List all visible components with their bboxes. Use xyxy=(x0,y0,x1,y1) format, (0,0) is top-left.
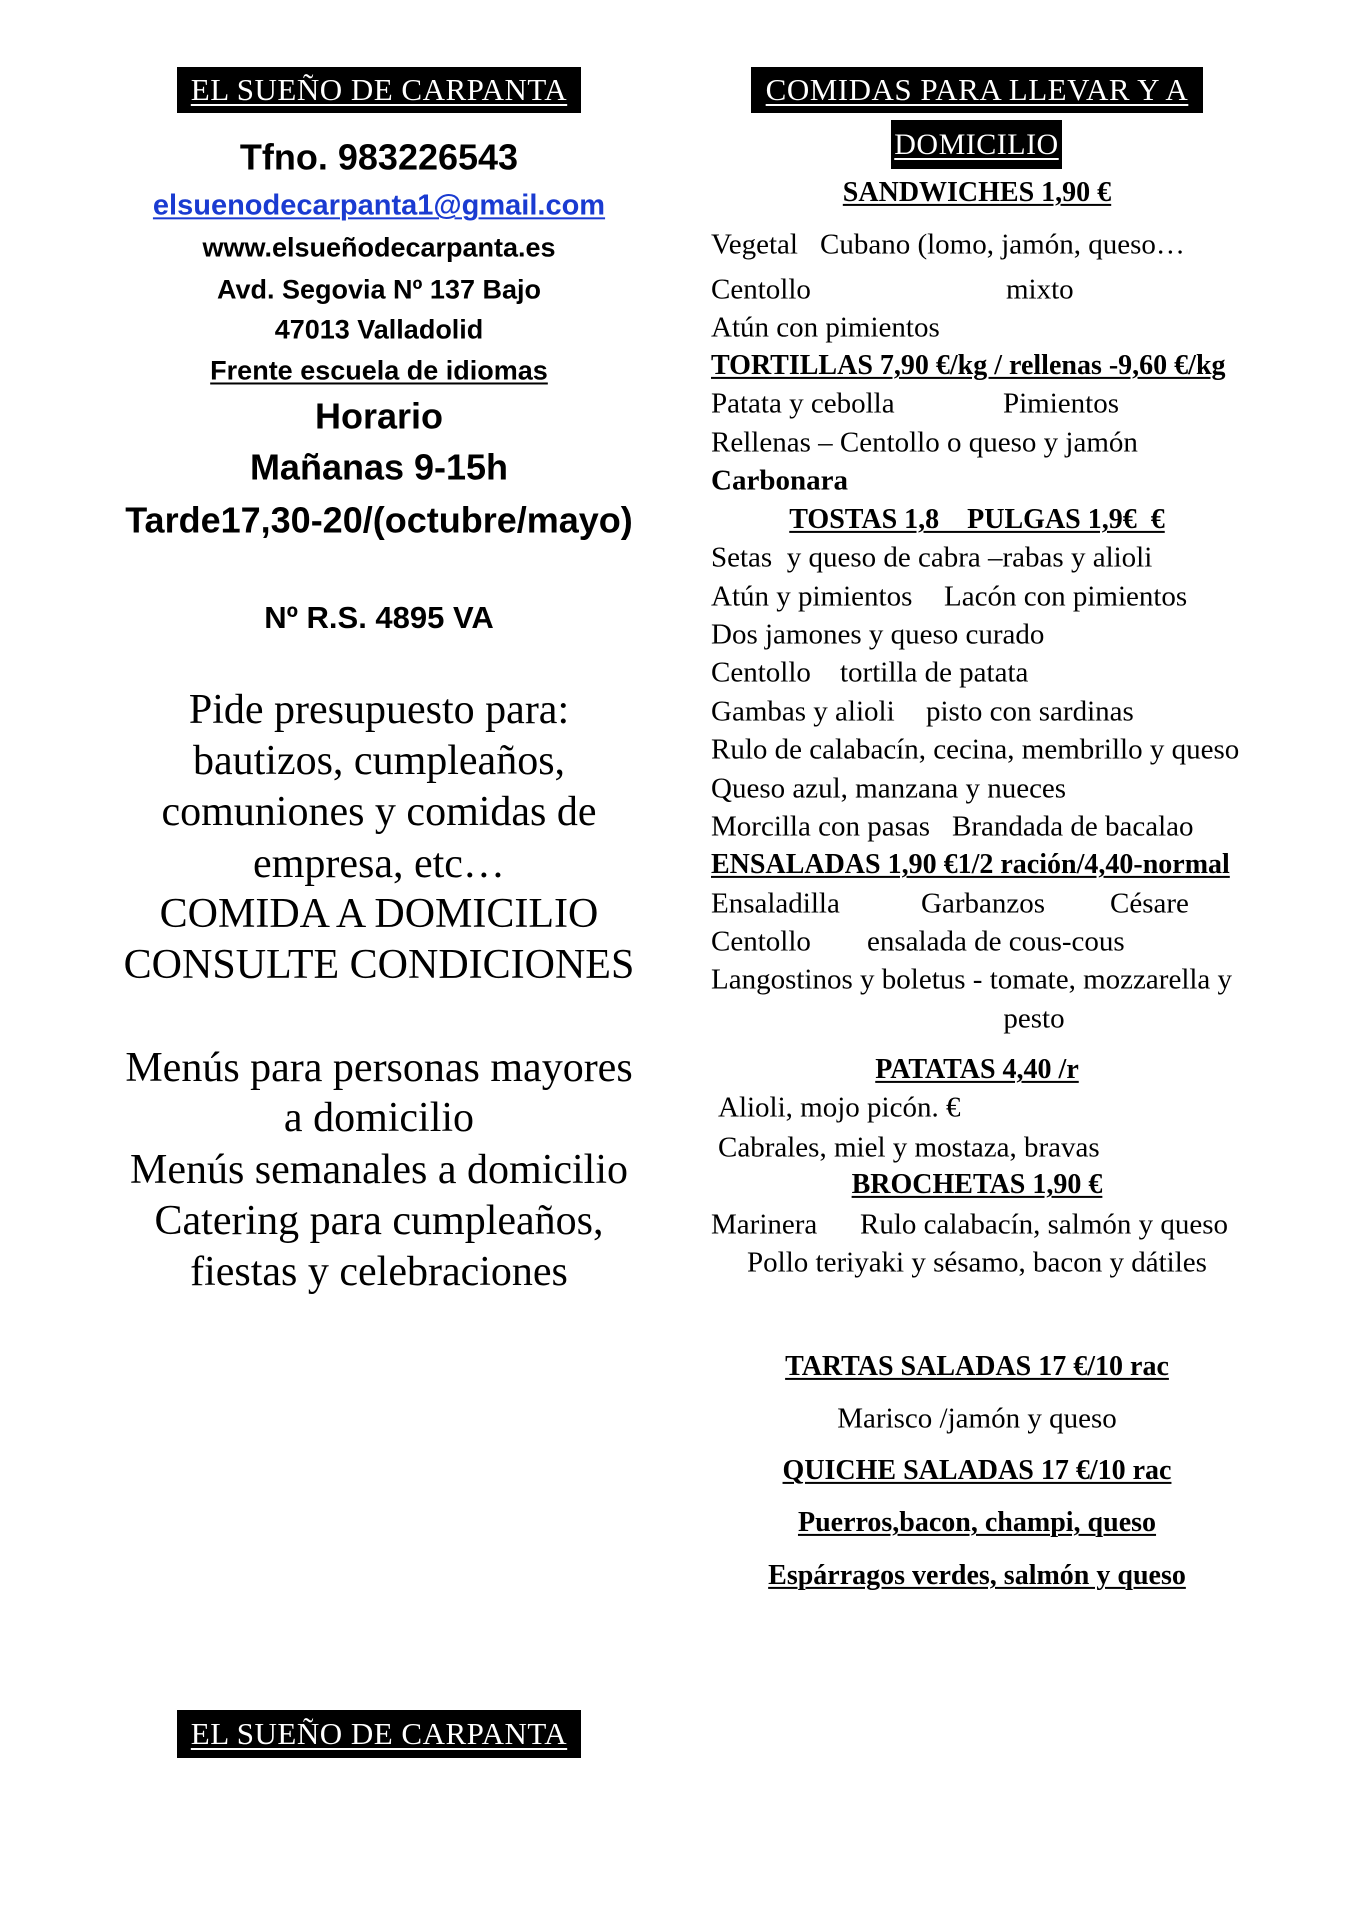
menu-item: Pimientos xyxy=(1003,387,1120,420)
service-line: Menús para personas mayores xyxy=(125,1044,633,1091)
brochetas-heading: BROCHETAS 1,90 € xyxy=(851,1168,1103,1200)
quote-line: empresa, etc… xyxy=(253,840,505,887)
menu-item: Rulo calabacín, salmón y queso xyxy=(860,1208,1229,1241)
menu-item: Centollo xyxy=(711,656,811,689)
tartas-saladas-heading: TARTAS SALADAS 17 €/10 rac xyxy=(785,1350,1169,1382)
phone-number: Tfno. 983226543 xyxy=(239,136,519,178)
quote-line: Pide presupuesto para: xyxy=(188,686,570,733)
patatas-heading: PATATAS 4,40 /r xyxy=(875,1053,1079,1085)
address-street: Avd. Segovia Nº 137 Bajo xyxy=(217,274,541,305)
menu-item: Centollo xyxy=(711,925,811,958)
quote-line: bautizos, cumpleaños, xyxy=(192,737,566,784)
menu-item: mixto xyxy=(1006,273,1074,306)
quote-line: comuniones y comidas de xyxy=(161,788,597,835)
menu-item: Atún con pimientos xyxy=(711,311,940,344)
delivery-line: CONSULTE CONDICIONES xyxy=(123,941,635,988)
menu-item: Vegetal xyxy=(711,228,798,261)
menu-title-banner-line2: DOMICILIO xyxy=(891,120,1062,169)
menu-item: Marisco /jamón y queso xyxy=(837,1402,1117,1435)
menu-item: Setas y queso de cabra –rabas y alioli xyxy=(711,541,1153,574)
menu-item: Carbonara xyxy=(711,464,848,497)
menu-item: Queso azul, manzana y nueces xyxy=(711,772,1067,805)
menu-item: Cubano (lomo, jamón, queso… xyxy=(820,228,1185,261)
email-link[interactable]: elsuenodecarpanta1@gmail.com xyxy=(152,189,606,222)
menu-item: Alioli, mojo picón. € xyxy=(718,1091,961,1124)
menu-item: Langostinos y boletus - tomate, mozzarella y xyxy=(711,963,1233,996)
menu-item: ensalada de cous-cous xyxy=(867,925,1125,958)
health-registry-number: Nº R.S. 4895 VA xyxy=(264,600,494,636)
footer-business-name-banner: EL SUEÑO DE CARPANTA xyxy=(177,1710,581,1758)
tostas-pulgas-heading: TOSTAS 1,8 PULGAS 1,9€ € xyxy=(789,503,1165,535)
menu-title-banner: COMIDAS PARA LLEVAR Y A xyxy=(751,67,1203,113)
menu-item: Dos jamones y queso curado xyxy=(711,618,1045,651)
delivery-line: COMIDA A DOMICILIO xyxy=(159,890,599,937)
menu-item: Gambas y alioli xyxy=(711,695,895,728)
hours-afternoon: Tarde17,30-20/(octubre/mayo) xyxy=(125,499,633,541)
menu-item: Césare xyxy=(1110,887,1189,920)
hours-morning: Mañanas 9-15h xyxy=(249,446,509,488)
service-line: Catering para cumpleaños, xyxy=(154,1197,604,1244)
menu-item: Centollo xyxy=(711,273,811,306)
service-line: Menús semanales a domicilio xyxy=(129,1146,629,1193)
menu-item: Puerros,bacon, champi, queso xyxy=(797,1506,1157,1538)
service-line: fiestas y celebraciones xyxy=(190,1248,568,1295)
menu-item: Pollo teriyaki y sésamo, bacon y dátiles xyxy=(747,1246,1207,1279)
sandwiches-heading: SANDWICHES 1,90 € xyxy=(842,176,1112,208)
menu-item: Garbanzos xyxy=(921,887,1046,920)
quiche-saladas-heading: QUICHE SALADAS 17 €/10 rac xyxy=(782,1454,1172,1486)
menu-item: Rellenas – Centollo o queso y jamón xyxy=(711,426,1138,459)
menu-item: Patata y cebolla xyxy=(711,387,895,420)
website-text: www.elsueñodecarpanta.es xyxy=(202,232,556,263)
business-name-banner: EL SUEÑO DE CARPANTA xyxy=(177,67,581,113)
service-line: a domicilio xyxy=(283,1094,475,1141)
menu-item: Ensaladilla xyxy=(711,887,840,920)
menu-item: Atún y pimientos xyxy=(711,580,913,613)
menu-item: Rulo de calabacín, cecina, membrillo y queso xyxy=(711,733,1240,766)
hours-title: Horario xyxy=(314,395,444,437)
menu-item: pesto xyxy=(1003,1002,1065,1035)
menu-item: Lacón con pimientos xyxy=(944,580,1188,613)
menu-item: pisto con sardinas xyxy=(926,695,1134,728)
menu-item: Cabrales, miel y mostaza, bravas xyxy=(718,1131,1100,1164)
menu-item: Espárragos verdes, salmón y queso xyxy=(768,1559,1186,1591)
menu-item: Brandada de bacalao xyxy=(952,810,1194,843)
address-note: Frente escuela de idiomas xyxy=(210,355,548,386)
tortillas-heading: TORTILLAS 7,90 €/kg / rellenas -9,60 €/kg xyxy=(711,349,1226,381)
menu-item: tortilla de patata xyxy=(840,656,1029,689)
address-city: 47013 Valladolid xyxy=(274,314,484,345)
menu-item: Marinera xyxy=(711,1208,818,1241)
ensaladas-heading: ENSALADAS 1,90 €1/2 ración/4,40-normal xyxy=(711,848,1230,880)
menu-item: Morcilla con pasas xyxy=(711,810,931,843)
